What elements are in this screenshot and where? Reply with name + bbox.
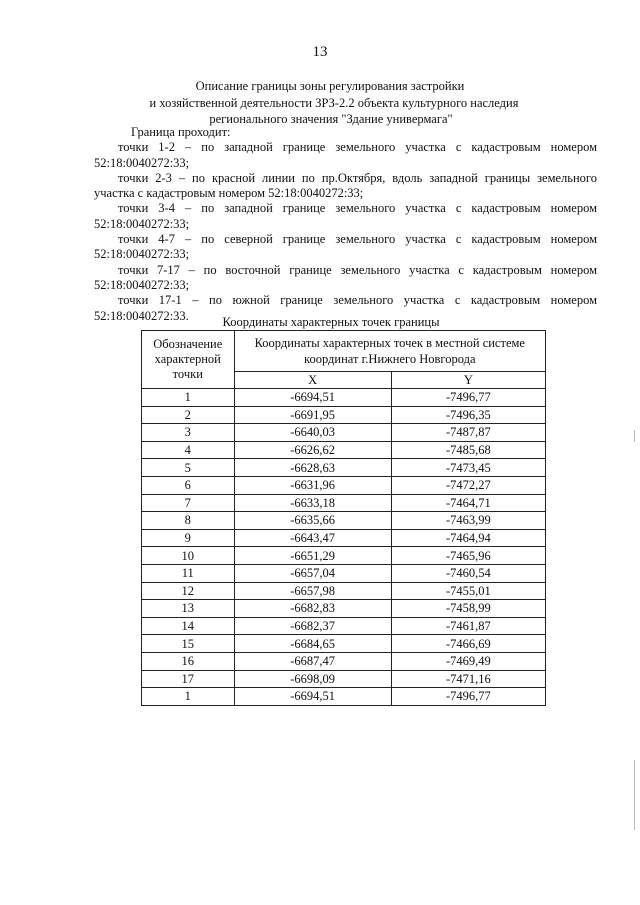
paragraph-1-2: точки 1-2 – по западной границе земельного участка с кадастровым номером 52:18:0040272:33;	[94, 140, 597, 170]
cell-y: -7461,87	[391, 617, 545, 635]
cell-y: -7471,16	[391, 670, 545, 688]
cell-x: -6626,62	[234, 441, 391, 459]
paragraph-7-17: точки 7-17 – по восточной границе земельного участка с кадастровым номером 52:18:0040272:33;	[94, 262, 597, 292]
cell-point: 10	[142, 547, 235, 565]
cell-point: 7	[142, 494, 235, 512]
cell-y: -7472,27	[391, 476, 545, 494]
table-row	[142, 670, 546, 688]
header-point: Обозначение характерной точки	[142, 331, 235, 389]
cell-point: 1	[142, 688, 235, 706]
title-line-1: Описание границы зоны регулирования застройки	[195, 79, 465, 93]
header-y: Y	[391, 372, 545, 389]
cell-y: -7463,99	[391, 512, 545, 530]
paragraph-17-1: точки 17-1 – по южной границе земельного участка с кадастровым номером 52:18:0040272:33.	[94, 293, 597, 323]
cell-y: -7455,01	[391, 582, 545, 600]
cell-x: -6682,37	[234, 617, 391, 635]
cell-x: -6643,47	[234, 529, 391, 547]
table-row	[142, 494, 546, 512]
cell-point: 9	[142, 529, 235, 547]
header-x: X	[234, 372, 391, 389]
cell-x: -6694,51	[234, 688, 391, 706]
cell-y: -7464,71	[391, 494, 545, 512]
cell-point: 17	[142, 670, 235, 688]
title-line-2: и хозяйственной деятельности ЗРЗ-2.2 объекта культурного наследия	[149, 95, 519, 110]
table-row	[142, 635, 546, 653]
header-coordinate-system: Координаты характерных точек в местной системе координат г.Нижнего Новгорода	[234, 331, 545, 372]
cell-point: 1	[142, 389, 235, 407]
table-row	[142, 688, 546, 706]
cell-point: 6	[142, 476, 235, 494]
paragraph-3-4: точки 3-4 – по западной границе земельного участка с кадастровым номером 52:18:0040272:33;	[94, 201, 597, 231]
paragraph-2-3: точки 2-3 – по красной линии по пр.Октября, вдоль западной границы земельного участка с кадастровым номером 52:18:0040272:33;	[94, 170, 597, 201]
cell-point: 15	[142, 635, 235, 653]
table-row	[142, 564, 546, 582]
cell-point: 12	[142, 582, 235, 600]
cell-x: -6698,09	[234, 670, 391, 688]
table-row	[142, 582, 546, 600]
cell-point: 11	[142, 564, 235, 582]
cell-y: -7469,49	[391, 652, 545, 670]
cell-x: -6635,66	[234, 512, 391, 530]
boundary-description	[94, 125, 597, 324]
table-row	[142, 424, 546, 442]
cell-x: -6694,51	[234, 389, 391, 407]
cell-y: -7496,77	[391, 688, 545, 706]
table-row	[142, 476, 546, 494]
cell-y: -7496,77	[391, 389, 545, 407]
cell-x: -6657,04	[234, 564, 391, 582]
cell-x: -6687,47	[234, 652, 391, 670]
table-row	[142, 512, 546, 530]
cell-y: -7496,35	[391, 406, 545, 424]
cell-point: 13	[142, 600, 235, 618]
table-row	[142, 600, 546, 618]
page-number: 13	[312, 44, 328, 60]
cell-y: -7465,96	[391, 547, 545, 565]
table-row	[142, 389, 546, 407]
table-row	[142, 529, 546, 547]
table-row	[142, 652, 546, 670]
scan-margin-mark	[634, 430, 635, 442]
cell-y: -7460,54	[391, 564, 545, 582]
cell-x: -6631,96	[234, 476, 391, 494]
cell-x: -6651,29	[234, 547, 391, 565]
cell-x: -6682,83	[234, 600, 391, 618]
cell-y: -7487,87	[391, 424, 545, 442]
cell-point: 16	[142, 652, 235, 670]
table-row	[142, 441, 546, 459]
table-row	[142, 617, 546, 635]
cell-y: -7473,45	[391, 459, 545, 477]
scan-margin-mark	[634, 760, 635, 830]
cell-point: 14	[142, 617, 235, 635]
intro-text: Граница проходит:	[131, 125, 231, 139]
table-caption: Координаты характерных точек границы	[222, 315, 440, 329]
cell-y: -7485,68	[391, 441, 545, 459]
cell-point: 8	[142, 512, 235, 530]
cell-point: 4	[142, 441, 235, 459]
cell-x: -6657,98	[234, 582, 391, 600]
cell-y: -7458,99	[391, 600, 545, 618]
cell-point: 5	[142, 459, 235, 477]
coordinates-table	[141, 330, 546, 706]
table-row	[142, 459, 546, 477]
cell-x: -6633,18	[234, 494, 391, 512]
cell-x: -6628,63	[234, 459, 391, 477]
cell-x: -6691,95	[234, 406, 391, 424]
cell-y: -7464,94	[391, 529, 545, 547]
cell-point: 3	[142, 424, 235, 442]
document-title	[0, 78, 640, 128]
table-row	[142, 547, 546, 565]
cell-y: -7466,69	[391, 635, 545, 653]
cell-x: -6684,65	[234, 635, 391, 653]
cell-point: 2	[142, 406, 235, 424]
paragraph-4-7: точки 4-7 – по северной границе земельного участка с кадастровым номером 52:18:0040272:33;	[94, 232, 597, 262]
cell-x: -6640,03	[234, 424, 391, 442]
table-body	[142, 389, 546, 706]
title-line-3: регионального значения "Здание универмага"	[209, 112, 453, 126]
table-row	[142, 406, 546, 424]
